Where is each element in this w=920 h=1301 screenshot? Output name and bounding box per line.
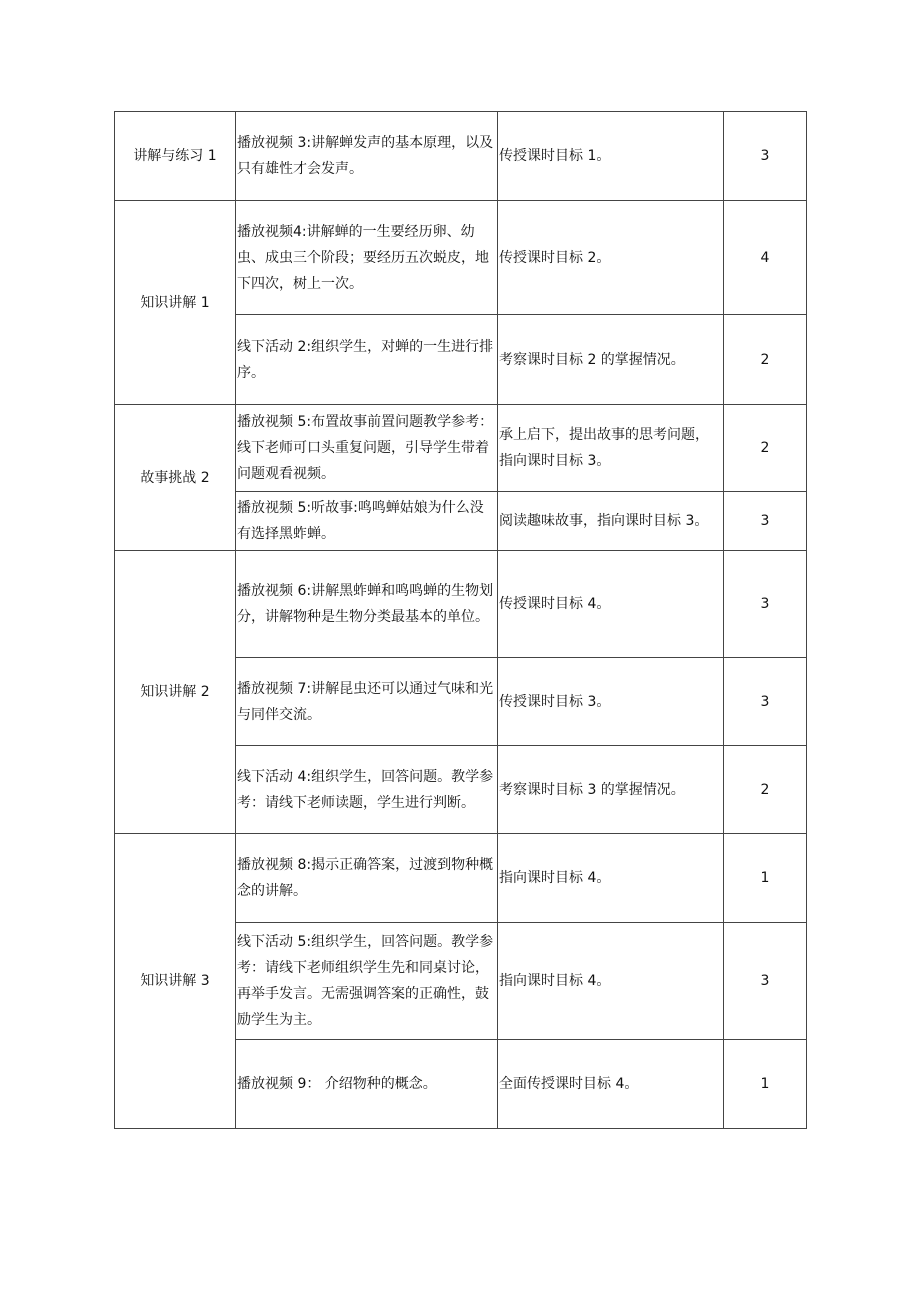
activity-cell: 播放视频 9： 介绍物种的概念。	[236, 1040, 498, 1129]
minutes-cell: 1	[724, 1040, 807, 1129]
minutes-cell: 3	[724, 112, 807, 201]
purpose-cell: 指向课时目标 4。	[498, 923, 724, 1040]
activity-cell: 线下活动 2:组织学生，对蝉的一生进行排序。	[236, 315, 498, 405]
purpose-cell: 传授课时目标 1。	[498, 112, 724, 201]
activity-cell: 线下活动 4:组织学生，回答问题。教学参考：请线下老师读题，学生进行判断。	[236, 746, 498, 834]
stage-cell: 知识讲解 3	[115, 834, 236, 1129]
purpose-cell: 考察课时目标 3 的掌握情况。	[498, 746, 724, 834]
purpose-cell: 承上启下，提出故事的思考问题，指向课时目标 3。	[498, 405, 724, 492]
table-row	[115, 834, 807, 923]
activity-cell: 播放视频 5:听故事:鸣鸣蝉姑娘为什么没有选择黑蚱蝉。	[236, 492, 498, 551]
purpose-cell: 阅读趣味故事，指向课时目标 3。	[498, 492, 724, 551]
stage-cell: 知识讲解 1	[115, 201, 236, 405]
table-row	[115, 112, 807, 201]
table-row	[115, 201, 807, 315]
activity-cell: 播放视频 5:布置故事前置问题教学参考：线下老师可口头重复问题，引导学生带着问题观看视频。	[236, 405, 498, 492]
minutes-cell: 3	[724, 923, 807, 1040]
table-row	[115, 405, 807, 492]
minutes-cell: 2	[724, 405, 807, 492]
minutes-cell: 3	[724, 492, 807, 551]
minutes-cell: 3	[724, 551, 807, 658]
minutes-cell: 1	[724, 834, 807, 923]
purpose-cell: 传授课时目标 3。	[498, 658, 724, 746]
purpose-cell: 考察课时目标 2 的掌握情况。	[498, 315, 724, 405]
activity-cell: 线下活动 5:组织学生，回答问题。教学参考：请线下老师组织学生先和同桌讨论，再举手发言。无需强调答案的正确性，鼓励学生为主。	[236, 923, 498, 1040]
activity-cell: 播放视频4:讲解蝉的一生要经历卵、幼虫、成虫三个阶段；要经历五次蜕皮，地下四次，树上一次。	[236, 201, 498, 315]
purpose-cell: 传授课时目标 4。	[498, 551, 724, 658]
minutes-cell: 2	[724, 315, 807, 405]
purpose-cell: 全面传授课时目标 4。	[498, 1040, 724, 1129]
activity-cell: 播放视频 3:讲解蝉发声的基本原理，以及只有雄性才会发声。	[236, 112, 498, 201]
minutes-cell: 2	[724, 746, 807, 834]
purpose-cell: 指向课时目标 4。	[498, 834, 724, 923]
purpose-cell: 传授课时目标 2。	[498, 201, 724, 315]
stage-cell: 故事挑战 2	[115, 405, 236, 551]
minutes-cell: 4	[724, 201, 807, 315]
activity-cell: 播放视频 8:揭示正确答案，过渡到物种概念的讲解。	[236, 834, 498, 923]
table-row	[115, 551, 807, 658]
stage-cell: 讲解与练习 1	[115, 112, 236, 201]
activity-cell: 播放视频 6:讲解黑蚱蝉和鸣鸣蝉的生物划分，讲解物种是生物分类最基本的单位。	[236, 551, 498, 658]
lesson-plan-table	[114, 111, 807, 1129]
activity-cell: 播放视频 7:讲解昆虫还可以通过气味和光与同伴交流。	[236, 658, 498, 746]
minutes-cell: 3	[724, 658, 807, 746]
stage-cell: 知识讲解 2	[115, 551, 236, 834]
